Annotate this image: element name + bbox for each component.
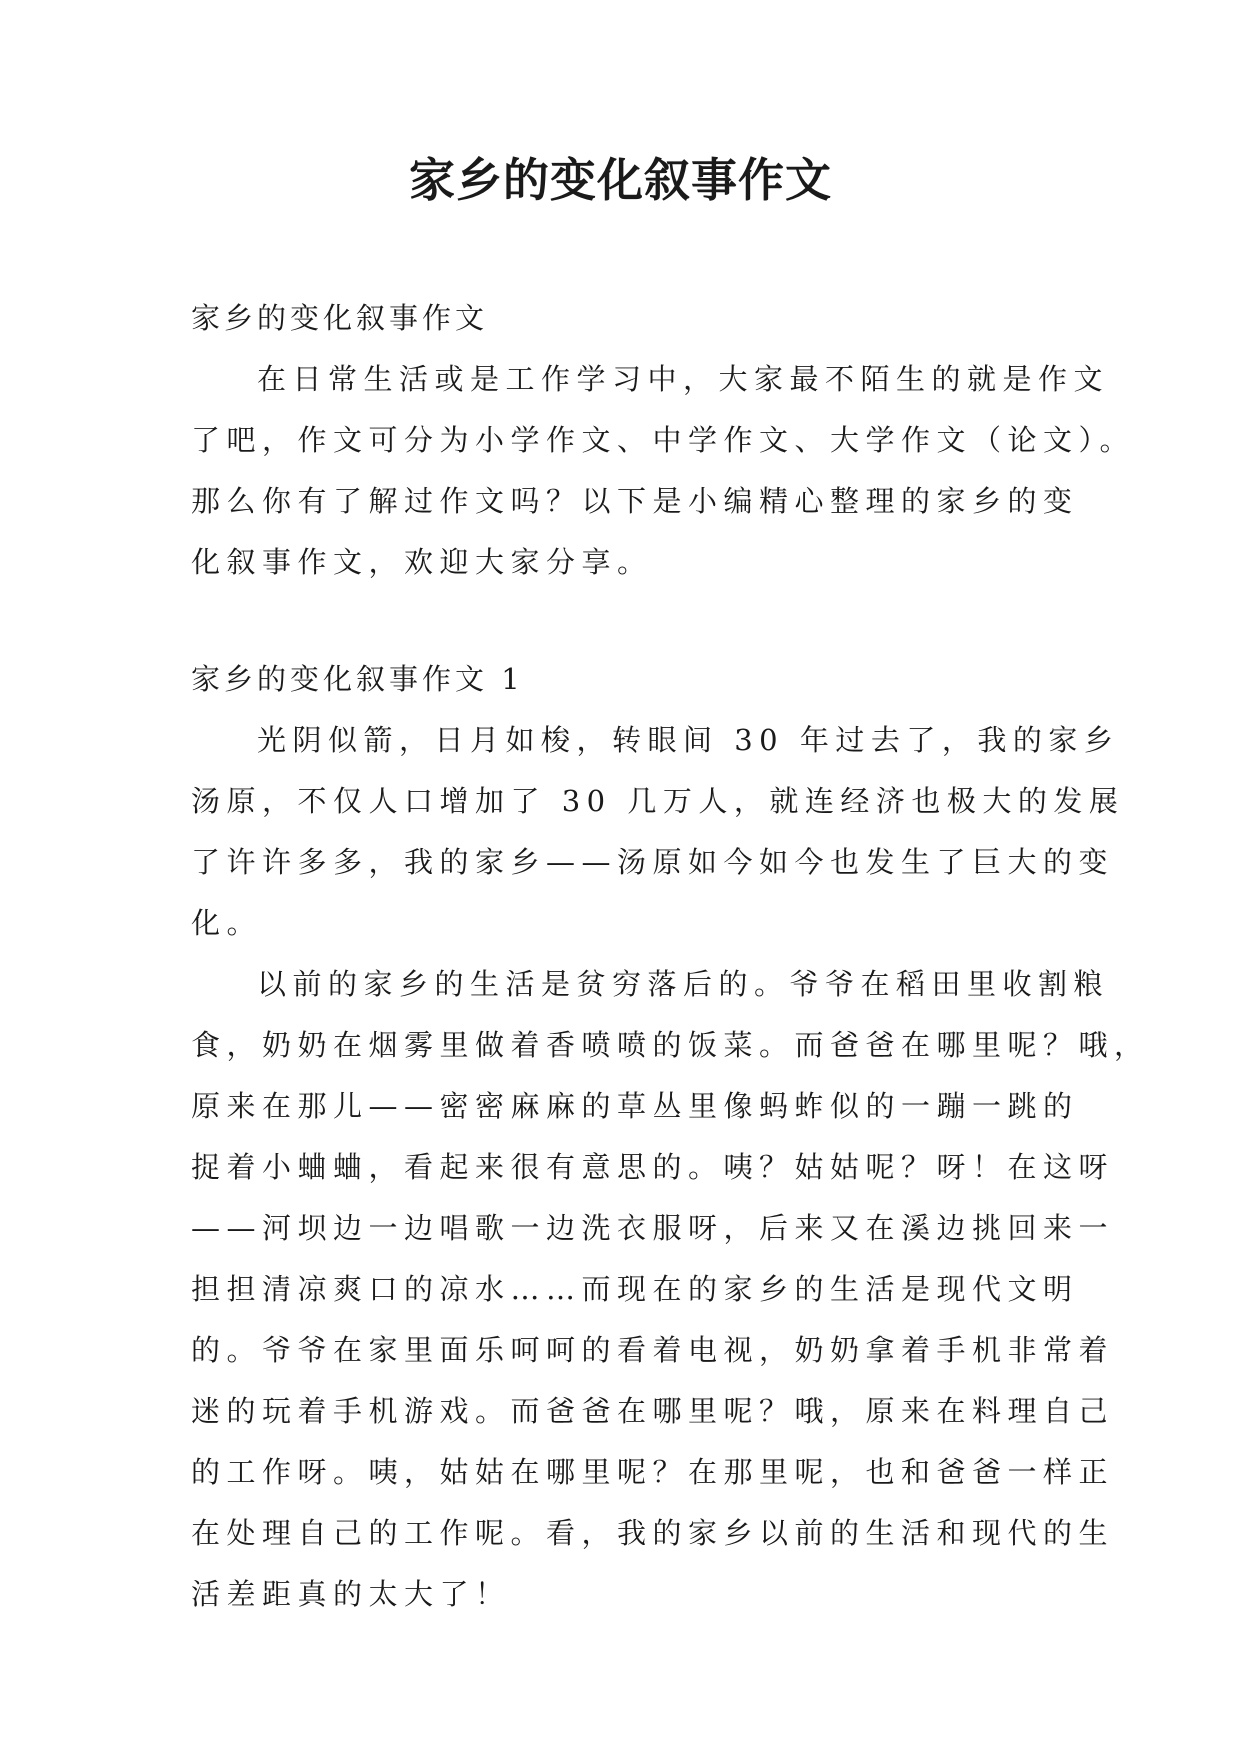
paragraph-line: 化。 xyxy=(191,906,263,940)
paragraph-line: 活差距真的太大了！ xyxy=(191,1577,511,1611)
paragraph-line: 担担清凉爽口的凉水……而现在的家乡的生活是现代文明 xyxy=(191,1272,1079,1306)
intro-line: 了吧，作文可分为小学作文、中学作文、大学作文（论文）。 xyxy=(191,423,1136,457)
intro-line: 化叙事作文，欢迎大家分享。 xyxy=(191,545,653,579)
paragraph-line: 光阴似箭，日月如梭，转眼间 30 年过去了，我的家乡 xyxy=(257,723,1120,757)
paragraph-line: 了许许多多，我的家乡——汤原如今如今也发生了巨大的变 xyxy=(191,845,1115,879)
intro-paragraph xyxy=(191,349,1136,593)
paragraph-line: 迷的玩着手机游戏。而爸爸在哪里呢？哦，原来在料理自己 xyxy=(191,1394,1115,1428)
paragraph-line: 汤原，不仅人口增加了 30 几万人，就连经济也极大的发展 xyxy=(191,784,1125,818)
section-1-heading: 家乡的变化叙事作文 1 xyxy=(191,662,524,696)
section-1-paragraph-2 xyxy=(191,954,1150,1625)
intro-heading: 家乡的变化叙事作文 xyxy=(191,301,489,335)
intro-line: 在日常生活或是工作学习中，大家最不陌生的就是作文 xyxy=(257,362,1110,396)
paragraph-line: ——河坝边一边唱歌一边洗衣服呀，后来又在溪边挑回来一 xyxy=(191,1211,1115,1245)
document-body xyxy=(191,288,1150,1625)
paragraph-line: 原来在那儿——密密麻麻的草丛里像蚂蚱似的一蹦一跳的 xyxy=(191,1089,1079,1123)
document-title: 家乡的变化叙事作文 xyxy=(409,153,832,207)
paragraph-line: 的工作呀。咦，姑姑在哪里呢？在那里呢，也和爸爸一样正 xyxy=(191,1455,1115,1489)
section-1-paragraph-1 xyxy=(191,710,1125,954)
paragraph-line: 以前的家乡的生活是贫穷落后的。爷爷在稻田里收割粮 xyxy=(257,967,1110,1001)
section-gap xyxy=(191,593,1061,649)
paragraph-line: 的。爷爷在家里面乐呵呵的看着电视，奶奶拿着手机非常着 xyxy=(191,1333,1115,1367)
paragraph-line: 食，奶奶在烟雾里做着香喷喷的饭菜。而爸爸在哪里呢？哦， xyxy=(191,1028,1150,1062)
intro-line: 那么你有了解过作文吗？以下是小编精心整理的家乡的变 xyxy=(191,484,1079,518)
paragraph-line: 捉着小蛐蛐，看起来很有意思的。咦？姑姑呢？呀！在这呀 xyxy=(191,1150,1115,1184)
paragraph-line: 在处理自己的工作呢。看，我的家乡以前的生活和现代的生 xyxy=(191,1516,1115,1550)
